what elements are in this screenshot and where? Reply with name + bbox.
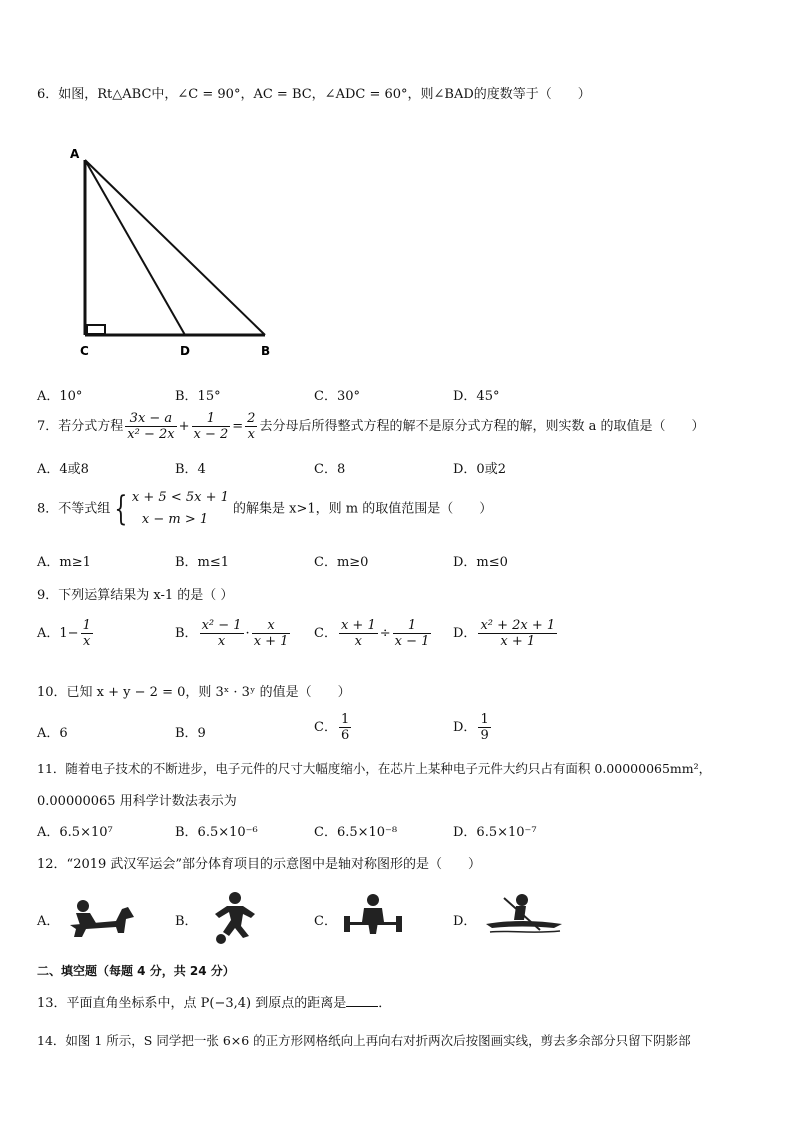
q8-option-c[interactable]: C．m≥0: [314, 555, 369, 570]
q12-option-c[interactable]: C．: [314, 914, 337, 929]
q12-stem: 12．“2019 武汉军运会”部分体育项目的示意图中是轴对称图形的是（ ）: [37, 857, 482, 872]
q6-option-d[interactable]: D．45°: [453, 389, 500, 404]
q6-stem: 6．如图，Rt△ABC中，∠C = 90°，AC = BC，∠ADC = 60°，则∠BAD的度数等于（ ）: [37, 87, 591, 102]
q9-option-a[interactable]: A．1− $\frac{1}{x}$: [37, 618, 91, 649]
q6-option-b[interactable]: B．15°: [175, 389, 221, 404]
q11-option-a[interactable]: A．6.5×10⁷: [37, 825, 113, 840]
q10-option-b[interactable]: B．9: [175, 726, 206, 741]
q7-option-a[interactable]: A．4或8: [37, 462, 89, 477]
q8-option-a[interactable]: A．m≥1: [37, 555, 91, 570]
q7-option-b[interactable]: B．4: [175, 462, 206, 477]
q14-stem: 14．如图 1 所示，S 同学把一张 6×6 的正方形网格纸向上再向右对折两次后按图画实线，剪去多余部分只留下阴影部: [37, 1033, 691, 1048]
weightlifting-icon: [342, 892, 404, 938]
q11-line1: 11．随着电子技术的不断进步，电子元件的尺寸大幅度缩小，在芯片上某种电子元件大约只占有面积 0.00000065mm²，: [37, 761, 712, 776]
q6-option-a[interactable]: A．10°: [37, 389, 83, 404]
q10-stem: 10．已知 x + y − 2 = 0，则 3ˣ · 3ʸ 的值是（ ）: [37, 685, 351, 700]
q6-triangle-figure: [64, 142, 284, 362]
q13-stem: 13．平面直角坐标系中，点 P(−3,4) 到原点的距离是 ．: [37, 996, 392, 1011]
q12-option-b[interactable]: B．: [175, 914, 198, 929]
q11-option-c[interactable]: C．6.5×10⁻⁸: [314, 825, 398, 840]
q7-option-d[interactable]: D．0或2: [453, 462, 506, 477]
football-icon: [205, 890, 265, 946]
q7-option-c[interactable]: C．8: [314, 462, 346, 477]
q13-answer-blank[interactable]: [346, 994, 378, 1007]
q6-option-c[interactable]: C．30°: [314, 389, 360, 404]
label-b: B: [261, 344, 271, 358]
q11-option-b[interactable]: B．6.5×10⁻⁶: [175, 825, 258, 840]
q10-option-d[interactable]: D． $\frac{1}{9}$: [453, 712, 489, 743]
label-d: D: [180, 344, 190, 358]
q9-option-d[interactable]: D． $\frac{\text{x² + 2x + 1}}{x + 1}$: [453, 618, 556, 649]
label-c: C: [80, 344, 89, 358]
q9-stem: 9．下列运算结果为 x-1 的是（ ）: [37, 588, 234, 603]
q11-line2: 0.00000065 用科学计数法表示为: [37, 794, 237, 809]
q8-stem: 8．不等式组 { x + 5 < 5x + 1 x − m > 1 的解集是 x>1，则 m 的取值范围是（ ）: [37, 489, 493, 529]
equestrian-icon: [66, 895, 138, 941]
rowing-icon: [480, 890, 566, 938]
q7-stem: 7．若分式方程 $\frac{3x - a}{\text{x² − 2x}}$ + $\frac{1}{x - 2}$ = $\frac{2}{x}$ 去分母后所得整式方程的解不是原分式方程的解，则实数 a 的取值是（ ）: [37, 411, 705, 442]
q12-option-d[interactable]: D．: [453, 914, 477, 929]
q9-option-c[interactable]: C． $\frac{x + 1}{x}$ ÷ $\frac{1}{x - 1}$: [314, 618, 430, 649]
q10-option-a[interactable]: A．6: [37, 726, 68, 741]
q12-option-a[interactable]: A．: [37, 914, 60, 929]
q8-option-d[interactable]: D．m≤0: [453, 555, 508, 570]
q11-option-d[interactable]: D．6.5×10⁻⁷: [453, 825, 537, 840]
q9-option-b[interactable]: B． $\frac{\text{x² − 1}}{x}$ · $\frac{x}{x + 1}$: [175, 618, 289, 649]
q10-option-c[interactable]: C． $\frac{1}{6}$: [314, 712, 350, 743]
q8-option-b[interactable]: B．m≤1: [175, 555, 230, 570]
label-a: A: [70, 147, 80, 161]
section-fill-in-title: 二、填空题（每题 4 分，共 24 分）: [37, 964, 235, 978]
